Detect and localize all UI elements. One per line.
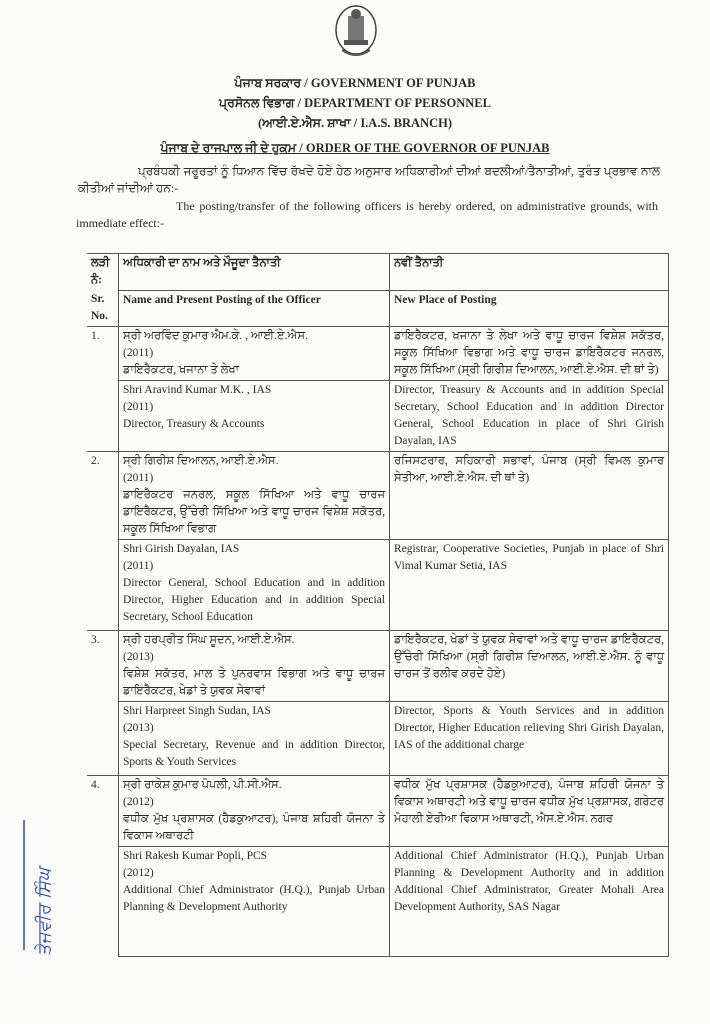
state-emblem	[332, 4, 380, 62]
postings-table	[87, 253, 669, 957]
signature	[12, 810, 72, 960]
table-row-english	[87, 847, 669, 957]
new-posting-english: Director, Sports & Youth Services and in addition Director, Higher Education relieving Shri Girish Dayalan, IAS of the additional charge	[390, 702, 669, 776]
serial-number: 4.	[87, 776, 119, 957]
table-row-punjabi	[87, 327, 669, 381]
officer-punjabi	[119, 776, 390, 847]
officer-punjabi	[119, 452, 390, 540]
present-posting: ਵਿਸ਼ੇਸ਼ ਸਕੱਤਰ, ਮਾਲ ਤੇ ਪੁਨਰਵਾਸ ਵਿਭਾਗ ਅਤੇ ਵਾਧੂ ਚਾਰਜ ਡਾਇਰੈਕਟਰ, ਖੇਡਾਂ ਤੇ ਯੁਵਕ ਸੇਵਾਵਾਂ	[123, 668, 385, 697]
table-row-punjabi	[87, 631, 669, 702]
officer-name: ਸ੍ਰੀ ਰਾਕੇਸ਼ ਕੁਮਾਰ ਪੋਪਲੀ, ਪੀ.ਸੀ.ਐਸ.	[123, 779, 282, 791]
batch: (2011)	[123, 401, 154, 413]
header-branch: (ਆਈ.ਏ.ਐਸ. ਸ਼ਾਖਾ / I.A.S. BRANCH)	[257, 116, 452, 130]
officer-english	[119, 702, 390, 776]
header-name-pa: ਅਧਿਕਾਰੀ ਦਾ ਨਾਮ ਅਤੇ ਮੌਜੂਦਾ ਤੈਨਾਤੀ	[119, 254, 390, 291]
officer-name: Shri Girish Dayalan, IAS	[123, 543, 240, 555]
officer-name: ਸ੍ਰੀ ਹਰਪ੍ਰੀਤ ਸਿੰਘ ਸੂਦਨ, ਆਈ.ਏ.ਐਸ.	[123, 634, 295, 646]
batch: (2011)	[123, 472, 154, 484]
officer-english	[119, 847, 390, 957]
batch: (2012)	[123, 796, 154, 808]
header-sr-en: Sr. No.	[87, 290, 119, 327]
present-posting: ਵਧੀਕ ਮੁੱਖ ਪ੍ਰਸ਼ਾਸਕ (ਹੈਡਕੁਆਟਰ), ਪੰਜਾਬ ਸ਼ਹਿਰੀ ਯੋਜਨਾ ਤੇ ਵਿਕਾਸ ਅਥਾਰਟੀ	[123, 813, 385, 842]
header-name-en: Name and Present Posting of the Officer	[119, 290, 390, 327]
officer-english	[119, 540, 390, 631]
officer-name: Shri Harpreet Singh Sudan, IAS	[123, 705, 271, 717]
present-posting: Director, Treasury & Accounts	[123, 418, 265, 430]
officer-name: ਸ੍ਰੀ ਅਰਵਿੰਦ ਕੁਮਾਰ ਐਮ.ਕੇ. , ਆਈ.ਏ.ਐਸ.	[123, 330, 308, 342]
batch: (2011)	[123, 560, 154, 572]
signature-text: ਤੇਜਵੀਰ ਸਿੰਘ	[34, 867, 55, 956]
new-posting-english: Director, Treasury & Accounts and in addition Special Secretary, School Education and in addition Director General, School Education in place of Shri Girish Dayalan, IAS	[390, 381, 669, 452]
serial-number: 2.	[87, 452, 119, 631]
officer-punjabi	[119, 631, 390, 702]
present-posting: Director General, School Education and in addition Director, Higher Education and in addition Special Secretary, School Education	[123, 577, 385, 623]
intro-english: The posting/transfer of the following officers is hereby ordered, on administrative grounds, with immediate effect:-	[76, 199, 658, 230]
serial-number: 1.	[87, 327, 119, 452]
header-government: ਪੰਜਾਬ ਸਰਕਾਰ / GOVERNMENT OF PUNJAB	[234, 76, 476, 90]
new-posting-english: Additional Chief Administrator (H.Q.), Punjab Urban Planning & Development Authority and in addition Additional Chief Administrator, Greater Mohali Area Development Authority, SAS Nagar	[390, 847, 669, 957]
present-posting: Additional Chief Administrator (H.Q.), Punjab Urban Planning & Development Authority	[123, 884, 385, 913]
table-row-english	[87, 702, 669, 776]
table-row-english	[87, 540, 669, 631]
new-posting-english: Registrar, Cooperative Societies, Punjab in place of Shri Vimal Kumar Setia, IAS	[390, 540, 669, 631]
present-posting: ਡਾਇਰੈਕਟਰ ਜਨਰਲ, ਸਕੂਲ ਸਿੱਖਿਆ ਅਤੇ ਵਾਧੂ ਚਾਰਜ ਡਾਇਰੈਕਟਰ, ਉੱਚੇਰੀ ਸਿੱਖਿਆ ਅਤੇ ਵਾਧੂ ਚਾਰਜ ਵਿਸ਼ੇਸ਼ ਸਕੱਤਰ, ਸਕੂਲ ਸਿੱਖਿਆ ਵਿਭਾਗ	[123, 489, 385, 535]
serial-number: 3.	[87, 631, 119, 776]
header-department: ਪ੍ਰਸੋਨਲ ਵਿਭਾਗ / DEPARTMENT OF PERSONNEL	[219, 96, 491, 110]
new-posting-punjabi: ਰਜਿਸਟਰਾਰ, ਸਹਿਕਾਰੀ ਸਭਾਵਾਂ, ਪੰਜਾਬ (ਸ੍ਰੀ ਵਿਮਲ ਕੁਮਾਰ ਸੇਤੀਆ, ਆਈ.ਏ.ਐਸ. ਦੀ ਥਾਂ ਤੇ)	[390, 452, 669, 540]
header-new-pa: ਨਵੀਂ ਤੈਨਾਤੀ	[390, 254, 669, 291]
header-new-en: New Place of Posting	[390, 290, 669, 327]
intro-punjabi: ਪ੍ਰਬੰਧਕੀ ਜਰੂਰਤਾਂ ਨੂੰ ਧਿਆਨ ਵਿੱਚ ਰੱਖਦੇ ਹੋਏ ਹੇਠ ਅਨੁਸਾਰ ਅਧਿਕਾਰੀਆਂ ਦੀਆਂ ਬਦਲੀਆਂ/ਤੈਨਾਤੀਆਂ, ਤੁਰੰਤ ਪ੍ਰਭਾਵ ਨਾਲ ਕੀਤੀਆਂ ਜਾਂਦੀਆਂ ਹਨ:-	[78, 164, 660, 195]
new-posting-punjabi: ਡਾਇਰੈਕਟਰ, ਖੇਡਾਂ ਤੇ ਯੁਵਕ ਸੇਵਾਵਾਂ ਅਤੇ ਵਾਧੂ ਚਾਰਜ ਡਾਇਰੈਕਟਰ, ਉੱਚੇਰੀ ਸਿੱਖਿਆ (ਸ੍ਰੀ ਗਿਰੀਸ਼ ਦਿਆਲਨ, ਆਈ.ਏ.ਐਸ. ਨੂੰ ਵਾਧੂ ਚਾਰਜ ਤੋਂ ਰਲੀਵ ਕਰਦੇ ਹੋਏ)	[390, 631, 669, 702]
header-sr-pa: ਲੜੀ ਨੰ:	[87, 254, 119, 291]
officer-english	[119, 381, 390, 452]
order-title: ਪੰਜਾਬ ਦੇ ਰਾਜਪਾਲ ਜੀ ਦੇ ਹੁਕਮ / ORDER OF THE GOVERNOR OF PUNJAB	[160, 141, 550, 155]
officer-name: Shri Rakesh Kumar Popli, PCS	[123, 850, 268, 862]
batch: (2012)	[123, 867, 154, 879]
table-row-punjabi	[87, 776, 669, 847]
table-row-english	[87, 381, 669, 452]
new-posting-punjabi: ਵਧੀਕ ਮੁੱਖ ਪ੍ਰਸ਼ਾਸਕ (ਹੈਡਕੁਆਟਰ), ਪੰਜਾਬ ਸ਼ਹਿਰੀ ਯੋਜਨਾ ਤੇ ਵਿਕਾਸ ਅਥਾਰਟੀ ਅਤੇ ਵਾਧੂ ਚਾਰਜ ਵਧੀਕ ਮੁੱਖ ਪ੍ਰਸ਼ਾਸਕ, ਗਰੇਟਰ ਮੋਹਾਲੀ ਏਰੀਆ ਵਿਕਾਸ ਅਥਾਰਟੀ, ਐਸ.ਏ.ਐਸ. ਨਗਰ	[390, 776, 669, 847]
batch: (2013)	[123, 722, 154, 734]
new-posting-punjabi: ਡਾਇਰੈਕਟਰ, ਖਜਾਨਾ ਤੇ ਲੇਖਾ ਅਤੇ ਵਾਧੂ ਚਾਰਜ ਵਿਸ਼ੇਸ਼ ਸਕੱਤਰ, ਸਕੂਲ ਸਿੱਖਿਆ ਵਿਭਾਗ ਅਤੇ ਵਾਧੂ ਚਾਰਜ ਡਾਇਰੈਕਟਰ ਜਨਰਲ, ਸਕੂਲ ਸਿੱਖਿਆ (ਸ੍ਰੀ ਗਿਰੀਸ਼ ਦਿਆਲਨ, ਆਈ.ਏ.ਐਸ. ਦੀ ਥਾਂ ਤੇ)	[390, 327, 669, 381]
table-row-punjabi	[87, 452, 669, 540]
batch: (2013)	[123, 651, 154, 663]
present-posting: ਡਾਇਰੈਕਟਰ, ਖਜਾਨਾ ਤੇ ਲੇਖਾ	[123, 364, 240, 376]
batch: (2011)	[123, 347, 154, 359]
officer-punjabi	[119, 327, 390, 381]
officer-name: Shri Aravind Kumar M.K. , IAS	[123, 384, 272, 396]
officer-name: ਸ੍ਰੀ ਗਿਰੀਸ਼ ਦਿਆਲਨ, ਆਈ.ਏ.ਐਸ.	[123, 455, 279, 467]
present-posting: Special Secretary, Revenue and in addition Director, Sports & Youth Services	[123, 739, 385, 768]
